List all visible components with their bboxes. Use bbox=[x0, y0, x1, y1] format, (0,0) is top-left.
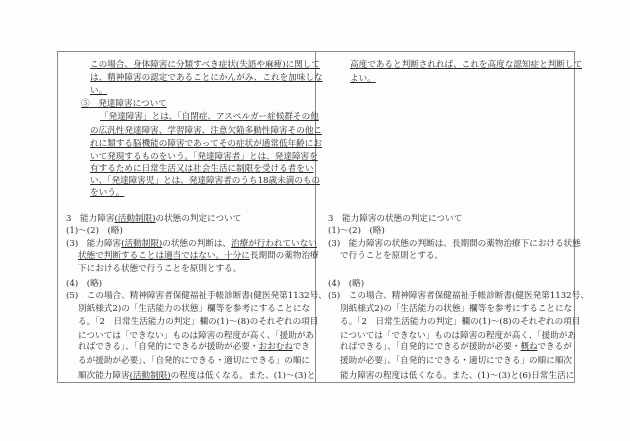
text-line bbox=[340, 251, 443, 262]
text-line bbox=[340, 331, 576, 342]
text-segment: (5) この場合、精神障害者保健福祉手帳診断書(健医発第1132号、 bbox=[66, 291, 327, 301]
text-line bbox=[81, 99, 167, 110]
underlined-text: の広汎性発達障害、学習障害、注意欠陥多動性障害その他こ bbox=[90, 126, 323, 136]
text-segment: 援助が必要」、「自発的にできる・適切にできる」の順に順次 bbox=[340, 356, 573, 366]
text-line bbox=[340, 356, 572, 367]
text-segment: (3) 能力障害の状態の判断は、長期間の薬物治療下における状態 bbox=[328, 239, 581, 249]
underlined-text: (活動制限) bbox=[114, 214, 156, 224]
text-segment: でき bbox=[292, 342, 310, 352]
text-segment: 別紙様式2)の「生活能力の状態」欄等を参考にすることにな bbox=[340, 304, 573, 314]
text-line bbox=[90, 152, 318, 163]
underlined-text: (活動制限) bbox=[121, 239, 163, 249]
text-segment: 長期間の薬物治療 bbox=[249, 251, 319, 261]
text-segment: (1)～(2) (略) bbox=[328, 226, 385, 236]
text-line bbox=[90, 188, 124, 199]
text-segment: の状態の判定について bbox=[155, 214, 242, 224]
underlined-text: 治療が行われていない bbox=[231, 239, 317, 249]
underlined-text: いて発現するものをいう。「発達障害者」とは、発達障害を bbox=[90, 152, 318, 162]
underlined-text: おおむね bbox=[258, 342, 293, 352]
text-line bbox=[350, 60, 582, 71]
text-segment: 順次能力障害 bbox=[78, 371, 130, 381]
text-line bbox=[90, 176, 320, 187]
text-line bbox=[90, 60, 320, 71]
text-segment: ればできる」、「自発的にできるが援助が必要・ bbox=[340, 342, 521, 352]
underlined-text: は、精神障害の認定であることにかんがみ、これを加味しな bbox=[90, 73, 323, 83]
text-line bbox=[340, 304, 572, 315]
underlined-text: 概ね bbox=[520, 342, 538, 352]
text-line bbox=[78, 331, 314, 342]
underlined-text: 高度であると判断されれば、これを高度な認知症と判断して bbox=[350, 60, 583, 70]
text-line bbox=[66, 226, 123, 237]
text-line bbox=[66, 239, 317, 250]
text-line bbox=[328, 279, 364, 290]
underlined-text: 状態で判断することは適当ではない。十分に bbox=[78, 251, 250, 261]
underlined-text: (活動制限) bbox=[129, 371, 171, 381]
text-line bbox=[350, 74, 376, 85]
text-segment: るが援助が必要」、「自発的にできる・適切にできる」の順に bbox=[78, 356, 311, 366]
text-segment: の程度は低くなる。また、(1)～(3)と bbox=[170, 371, 316, 381]
text-segment: で行うことを原則とする。 bbox=[340, 251, 444, 261]
underlined-text: れに類する脳機能の障害であってその症状が通常低年齢にお bbox=[90, 139, 322, 149]
underlined-text: よい。 bbox=[350, 74, 376, 84]
text-line bbox=[78, 356, 310, 367]
text-line bbox=[78, 264, 241, 275]
text-segment: (3) 能力障害 bbox=[66, 239, 122, 249]
text-segment: (4) (略) bbox=[66, 279, 103, 289]
text-segment: 能力障害の程度は低くなる。また、(1)～(3)と(6)日常生活に bbox=[340, 371, 575, 381]
text-line bbox=[66, 214, 241, 225]
text-line bbox=[78, 317, 318, 328]
text-segment: る。「2 日常生活能力の判定」欄の(1)～(8)のそれぞれの項目 bbox=[78, 317, 319, 327]
text-segment: ればできる」、「自発的にできるが援助が必要・ bbox=[78, 342, 259, 352]
underlined-text: い。 bbox=[90, 86, 108, 96]
text-segment: 下における状態で行うことを原則とする。 bbox=[78, 264, 242, 274]
column-divider bbox=[315, 51, 316, 383]
underlined-text: ⑤ 発達障害について bbox=[81, 99, 167, 109]
text-segment: できるが bbox=[537, 342, 572, 352]
underlined-text: この場合、身体障害に分類すべき症状(失語や麻痺)に関して bbox=[90, 60, 320, 70]
text-line bbox=[328, 239, 581, 250]
text-line bbox=[78, 304, 310, 315]
text-line bbox=[328, 226, 385, 237]
text-segment: の状態の判断は、 bbox=[162, 239, 232, 249]
text-line bbox=[90, 73, 323, 84]
text-line bbox=[66, 291, 327, 302]
text-segment: (4) (略) bbox=[328, 279, 365, 289]
text-line bbox=[328, 291, 589, 302]
text-line bbox=[90, 126, 322, 137]
underlined-text: 有するために日常生活又は社会生活に制限を受ける者をい bbox=[90, 164, 314, 174]
text-line bbox=[340, 371, 574, 382]
text-line bbox=[78, 251, 319, 262]
underlined-text: い、「発達障害児」とは、発達障害者のうち18歳未満のもの bbox=[90, 176, 321, 186]
text-segment: については「できない」ものは障害の程度が高く、「援助があ bbox=[78, 331, 314, 341]
text-segment: については「できない」ものは障害の程度が高く、「援助があ bbox=[340, 331, 576, 341]
text-segment: る。「2 日常生活能力の判定」欄の(1)～(8)のそれぞれの項目 bbox=[340, 317, 581, 327]
text-line bbox=[90, 86, 107, 97]
text-line bbox=[90, 164, 313, 175]
text-line bbox=[78, 371, 315, 382]
underlined-text: をいう。 bbox=[90, 188, 125, 198]
text-line bbox=[66, 279, 102, 290]
text-line bbox=[78, 342, 310, 353]
text-line bbox=[340, 342, 572, 353]
text-line bbox=[100, 112, 319, 123]
text-segment: 3 能力障害の状態の判定について bbox=[328, 214, 463, 224]
underlined-text: 「発達障害」とは、「自閉症、アスペルガー症候群その他 bbox=[100, 112, 319, 122]
text-segment: (5) この場合、精神障害者保健福祉手帳診断書(健医発第1132号、 bbox=[328, 291, 589, 301]
text-line bbox=[328, 214, 462, 225]
text-line bbox=[340, 317, 580, 328]
text-segment: (1)～(2) (略) bbox=[66, 226, 123, 236]
text-line bbox=[90, 139, 322, 150]
text-segment: 3 能力障害 bbox=[66, 214, 115, 224]
text-segment: 別紙様式2)の「生活能力の状態」欄等を参考にすることにな bbox=[78, 304, 311, 314]
